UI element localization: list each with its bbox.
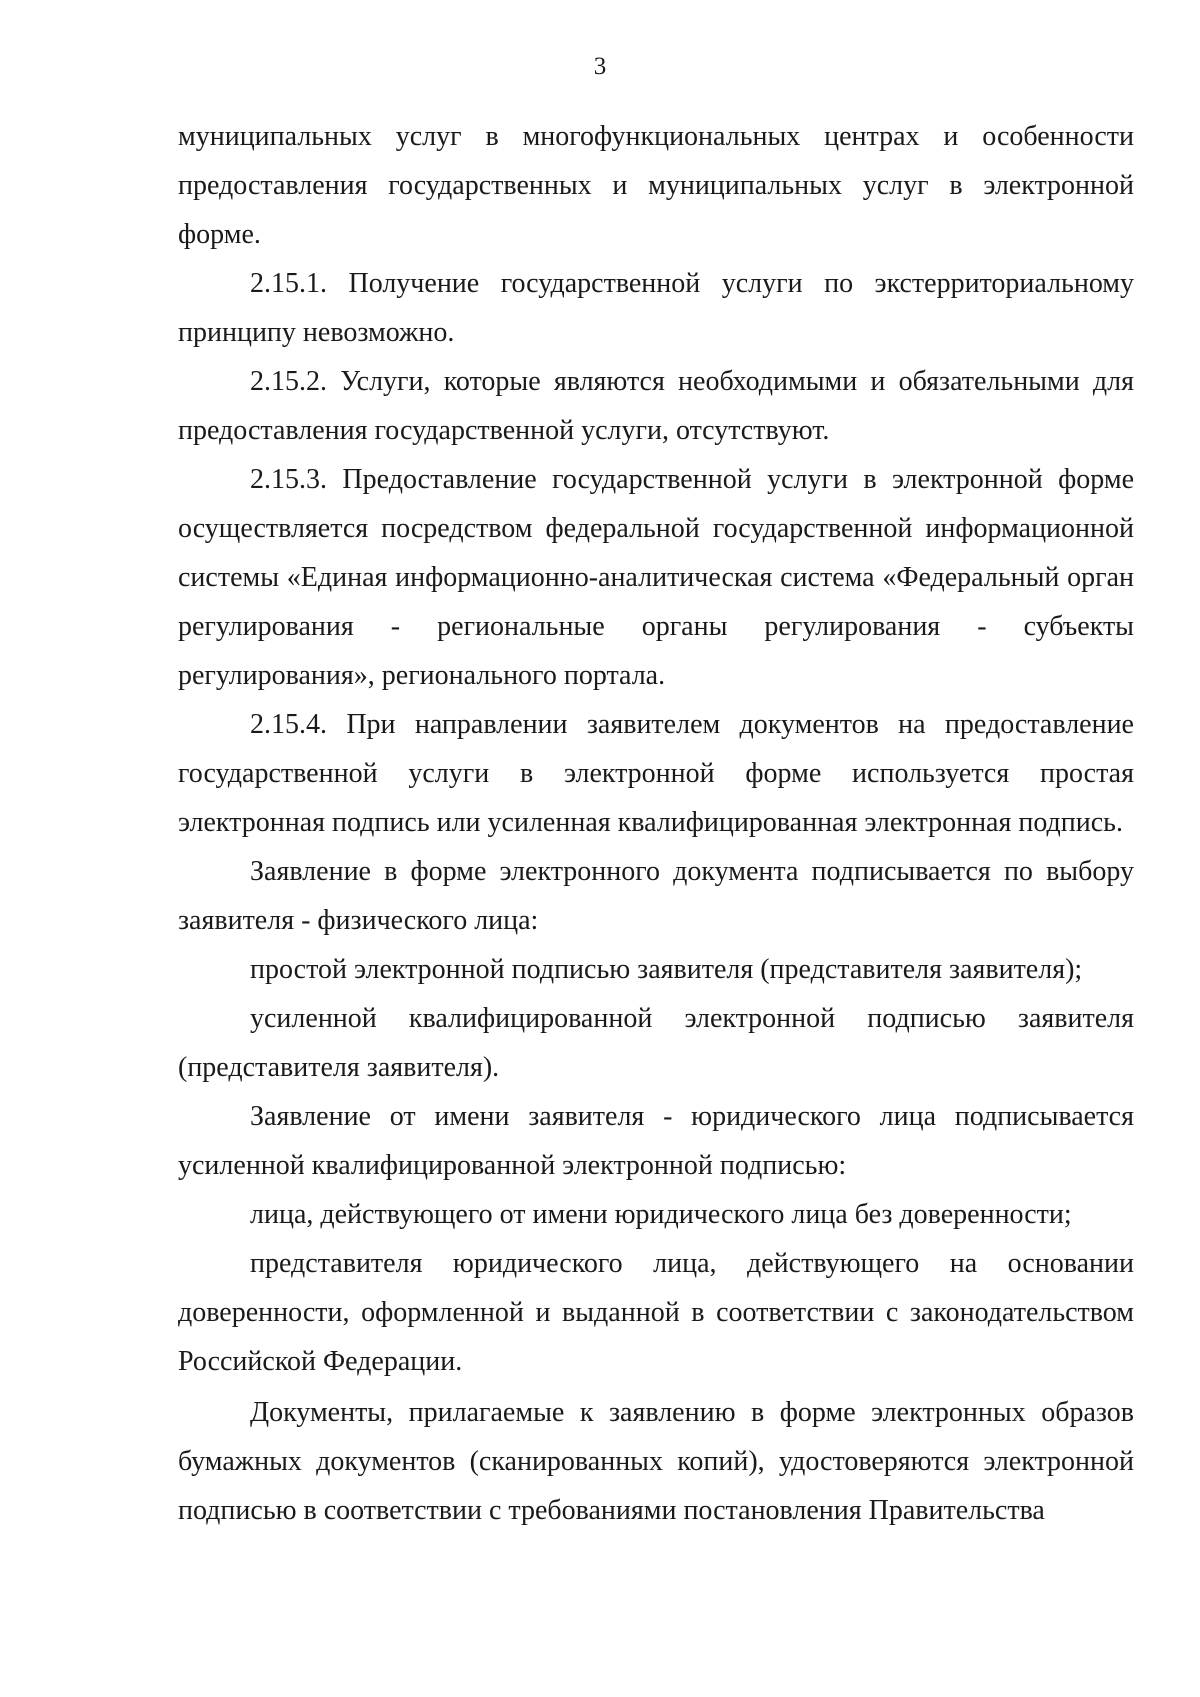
list-item-simple-signature: простой электронной подписью заявителя (представителя заявителя); (250, 954, 1083, 985)
paragraph-2-15-3: 2.15.3. Предоставление государственной услуги в электронной форме осуществляется посредством федеральной государственной информационной системы «Единая информационно-аналитическая система «Федеральный орган регулирования - региональные органы регулирования - субъекты регулирования», регионального портала. (178, 464, 1134, 691)
paragraph-2-15-4: 2.15.4. При направлении заявителем документов на предоставление государственной услуги в электронной форме используется простая электронная подпись или усиленная квалифицированная электронная подпись. (178, 709, 1134, 838)
paragraph-attached-documents: Документы, прилагаемые к заявлению в форме электронных образов бумажных документов (сканированных копий), удостоверяются электронной подписью в соответствии с требованиями постановления Правительства (178, 1397, 1134, 1526)
page-number: 3 (593, 53, 607, 80)
list-item-without-power-of-attorney: лица, действующего от имени юридического лица без доверенности; (250, 1199, 1072, 1230)
paragraph-intro-continuation: муниципальных услуг в многофункциональных центрах и особенности предоставления государственных и муниципальных услуг в электронной форме. (178, 121, 1134, 250)
list-item-qualified-signature: усиленной квалифицированной электронной подписью заявителя (представителя заявителя). (178, 1003, 1134, 1083)
list-item-representative: представителя юридического лица, действующего на основании доверенности, оформленной и выданной в соответствии с законодательством Российской Федерации. (178, 1248, 1134, 1377)
paragraph-2-15-2: 2.15.2. Услуги, которые являются необходимыми и обязательными для предоставления государственной услуги, отсутствуют. (178, 366, 1134, 446)
paragraph-legal-entity-applicant: Заявление от имени заявителя - юридического лица подписывается усиленной квалифицированной электронной подписью: (178, 1101, 1134, 1181)
paragraph-individual-applicant: Заявление в форме электронного документа подписывается по выбору заявителя - физического лица: (178, 856, 1134, 936)
paragraph-2-15-1: 2.15.1. Получение государственной услуги по экстерриториальному принципу невозможно. (178, 268, 1134, 348)
document-body (178, 112, 1134, 1535)
